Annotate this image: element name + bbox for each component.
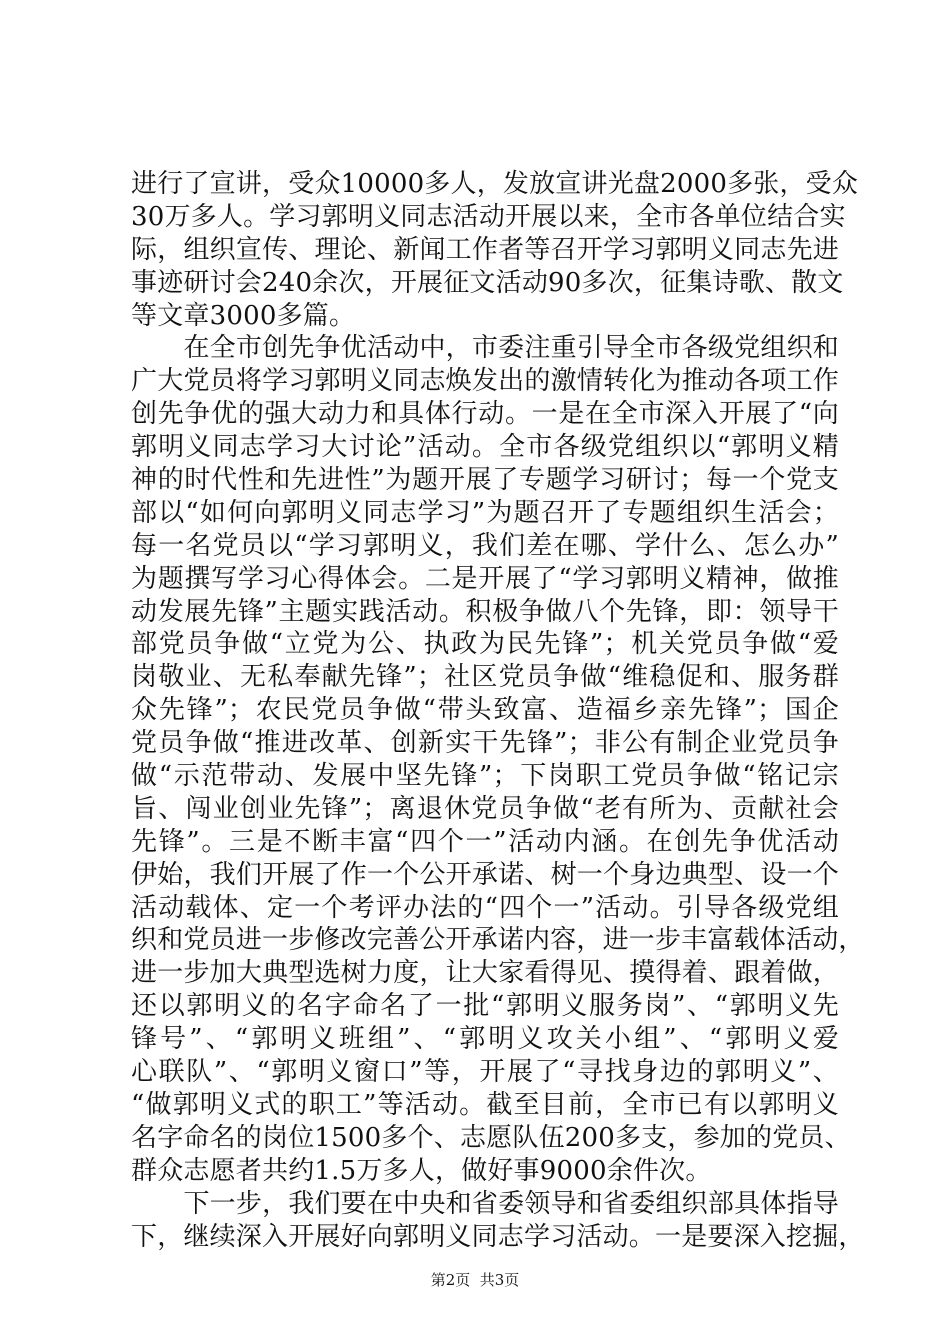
text-line: 岗敬业、无私奉献先锋”；社区党员争做“维稳促和、服务群 [131,662,839,693]
text-line: 名字命名的岗位1500多个、志愿队伍200多支，参加的党员、 [131,1122,851,1153]
page-footer [0,1270,950,1290]
text-line: 进行了宣讲，受众10000多人，发放宣讲光盘2000多张，受众 [131,169,859,199]
document-body [131,168,865,1253]
text-line: 进一步加大典型选树力度，让大家看得见、摸得着、跟着做， [131,958,839,989]
text-line: 部以“如何向郭明义同志学习”为题召开了专题组织生活会； [131,497,839,528]
text-line: 每一名党员以“学习郭明义，我们差在哪、学什么、怎么办” [131,530,839,561]
text-line: 郭明义同志学习大讨论”活动。全市各级党组织以“郭明义精 [131,432,839,463]
text-line: 神的时代性和先进性”为题开展了专题学习研讨；每一个党支 [131,465,839,496]
text-line: 际，组织宣传、理论、新闻工作者等召开学习郭明义同志先进 [131,234,839,265]
text-line: 众先锋”；农民党员争做“带头致富、造福乡亲先锋”；国企 [131,695,839,726]
text-line: 创先争优的强大动力和具体行动。一是在全市深入开展了“向 [131,399,839,430]
text-line: 做“示范带动、发展中坚先锋”；下岗职工党员争做“铭记宗 [131,761,839,792]
text-line: 心联队”、“郭明义窗口”等，开展了“寻找身边的郭明义”、 [131,1057,839,1088]
text-line: 旨、闯业创业先锋”；离退休党员争做“老有所为、贡献社会 [131,793,839,824]
text-line: 下一步，我们要在中央和省委领导和省委组织部具体指导 [131,1188,839,1219]
text-line: 先锋”。三是不断丰富“四个一”活动内涵。在创先争优活动 [131,826,839,857]
text-line: 事迹研讨会240余次，开展征文活动90多次，征集诗歌、散文 [131,267,844,298]
text-line: 动发展先锋”主题实践活动。积极争做八个先锋，即：领导干 [131,596,839,627]
text-line: 锋号”、“郭明义班组”、“郭明义攻关小组”、“郭明义爱 [131,1024,839,1055]
text-line: 活动载体、定一个考评办法的“四个一”活动。引导各级党组 [131,892,839,923]
text-line: 伊始，我们开展了作一个公开承诺、树一个身边典型、设一个 [131,859,839,890]
text-line: 织和党员进一步修改完善公开承诺内容，进一步丰富载体活动， [131,925,865,956]
text-line: 广大党员将学习郭明义同志焕发出的激情转化为推动各项工作 [131,366,839,397]
text-line: 部党员争做“立党为公、执政为民先锋”；机关党员争做“爱 [131,629,839,660]
text-line: 30万多人。学习郭明义同志活动开展以来，全市各单位结合实 [131,201,846,232]
text-line: 等文章3000多篇。 [131,300,356,331]
text-line: 为题撰写学习心得体会。二是开展了“学习郭明义精神，做推 [131,563,839,594]
text-line: 群众志愿者共约1.5万多人，做好事9000余件次。 [131,1155,712,1186]
text-line: 还以郭明义的名字命名了一批“郭明义服务岗”、“郭明义先 [131,991,839,1022]
text-line: 在全市创先争优活动中，市委注重引导全市各级党组织和 [131,333,839,364]
text-line: “做郭明义式的职工”等活动。截至目前，全市已有以郭明义 [131,1089,839,1120]
page-number-label: 第2页 共3页 [430,1271,520,1289]
text-line: 党员争做“推进改革、创新实干先锋”；非公有制企业党员争 [131,728,839,759]
text-line: 下，继续深入开展好向郭明义同志学习活动。一是要深入挖掘， [131,1221,865,1252]
